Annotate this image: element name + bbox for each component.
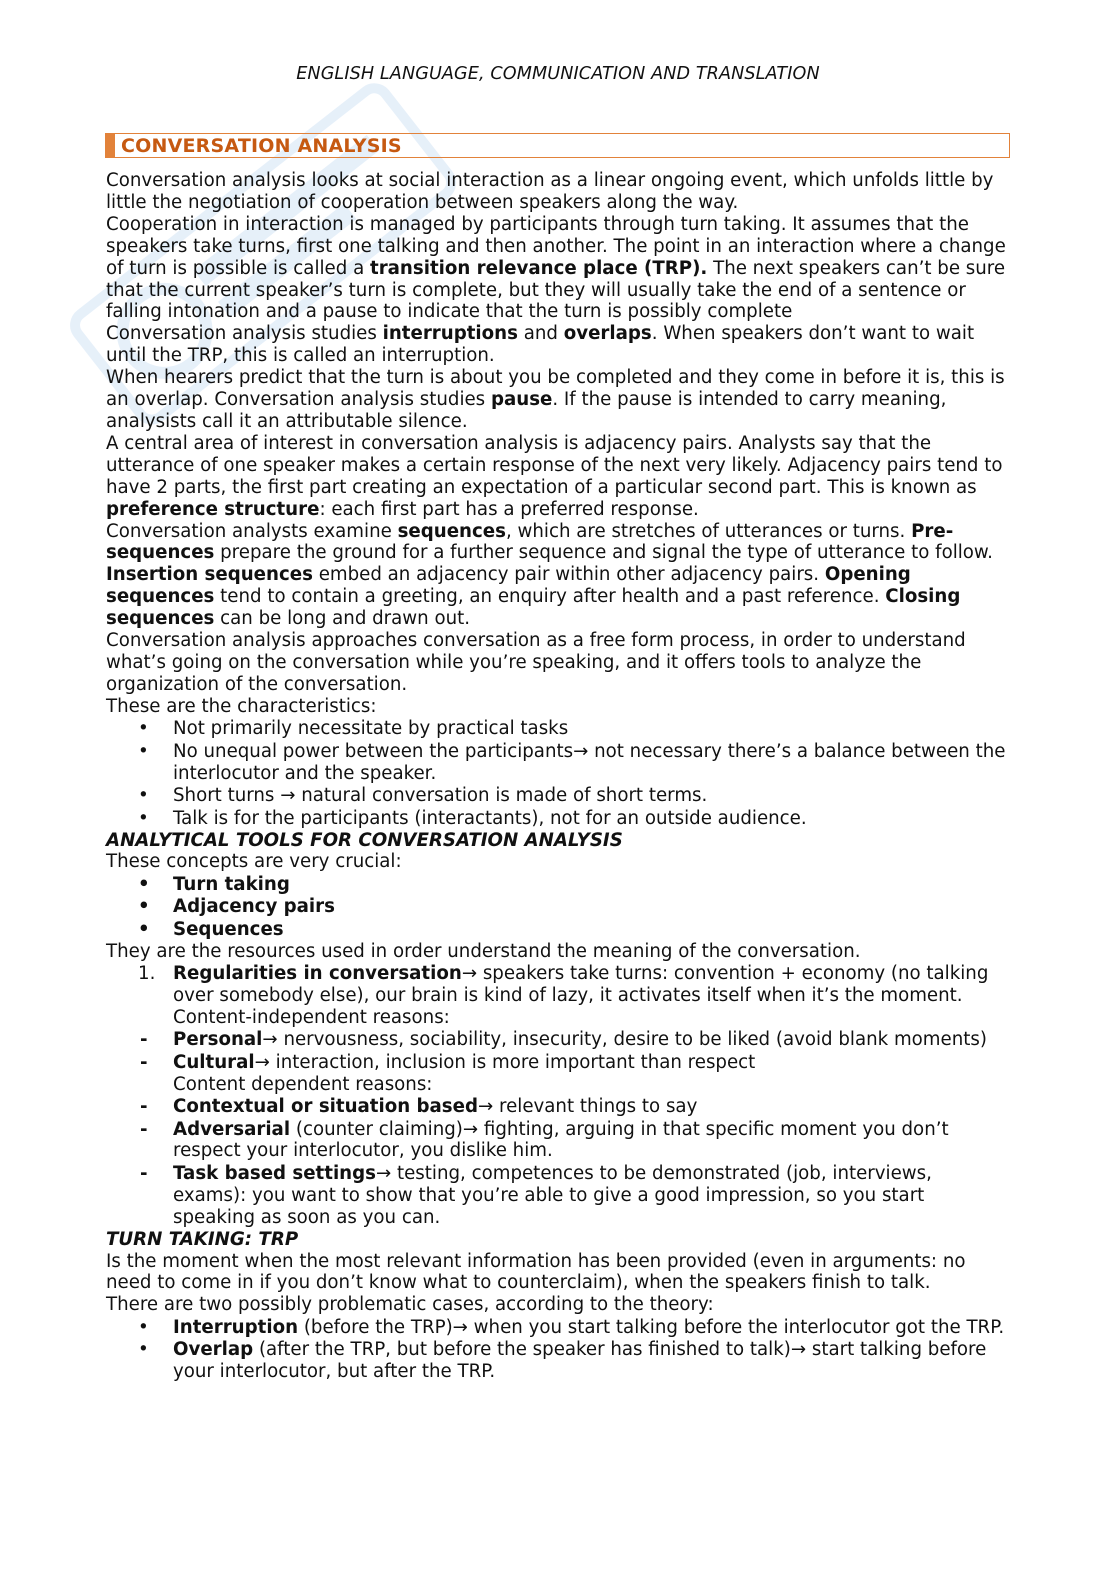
- paragraph: Is the moment when the most relevant information has been provided (even in arguments: no need to come in if you don’t know what to counterclaim), when the speakers finish to talk.: [106, 1250, 966, 1294]
- list-item: • Turn taking: [106, 874, 1006, 896]
- bold-term: Regularities in conversation: [173, 962, 462, 984]
- paragraph: Cooperation in interaction is managed by participants through turn taking. It assumes that the speakers take turns, first one talking and then another. The point in an interaction where a change of turn is possible is called a transition relevance place (TRP). The next speakers can’t be sure that the current speaker’s turn is complete, but they will usually take the end of a sentence or falling intonation and a pause to indicate that the turn is possibly complete: [106, 213, 1006, 323]
- list-item: • No unequal power between the participants→ not necessary there’s a balance between the interlocutor and the speaker.: [106, 741, 1006, 785]
- bold-term: Closing sequences: [106, 586, 961, 630]
- paragraph: Conversation analysis approaches conversation as a free form process, in order to understand what’s going on the conversation while you’re speaking, and it offers tools to analyze the organization of the conversation.: [106, 630, 966, 695]
- list-item: • Sequences: [106, 919, 1006, 941]
- list-item: - Task based settings→ testing, competences to be demonstrated (job, interviews, exams): you want to show that you’re able to give a good impression, so you start speaking as soon as you can.: [106, 1163, 1006, 1229]
- bold-term: Insertion sequences: [106, 564, 313, 586]
- paragraph: When hearers predict that the turn is about you be completed and they come in before it is, this is an overlap. Conversation analysis studies pause. If the pause is intended to carry meaning, analysists call it an attributable silence.: [106, 367, 1005, 432]
- dash-list-dependent: [106, 1096, 1006, 1229]
- paragraph: There are two possibly problematic cases, according to the theory:: [106, 1294, 714, 1316]
- bold-term: transition relevance place (TRP).: [370, 257, 708, 279]
- list-item: - Adversarial (counter claiming)→ fighting, arguing in that specific moment you don’t respect your interlocutor, you dislike him.: [106, 1119, 1006, 1163]
- paragraph: Content dependent reasons:: [173, 1073, 433, 1095]
- characteristics-list: [106, 718, 1006, 829]
- paragraph: Conversation analysis looks at social interaction as a linear ongoing event, which unfolds little by little the negotiation of cooperation between speakers along the way.: [106, 170, 994, 213]
- bold-term: Cultural: [173, 1051, 255, 1073]
- list-item: • Interruption (before the TRP)→ when you start talking before the interlocutor got the TRP.: [106, 1317, 1006, 1339]
- list-item: • Talk is for the participants (interactants), not for an outside audience.: [106, 808, 1006, 830]
- bold-term: sequences: [397, 520, 506, 542]
- paragraph: They are the resources used in order understand the meaning of the conversation.: [106, 940, 861, 962]
- list-item: • Not primarily necessitate by practical tasks: [106, 718, 1006, 740]
- list-item: - Cultural→ interaction, inclusion is more important than respect: [106, 1052, 1006, 1074]
- paragraph: A central area of interest in conversation analysis is adjacency pairs. Analysts say that the utterance of one speaker makes a certain response of the next very likely. Adjacency pairs tend to have 2 parts, the first part creating an expectation of a particular second part. This is known as preference structure: each first part has a preferred response.: [106, 432, 1003, 520]
- dash-list-independent: [106, 1029, 1006, 1073]
- bold-term: pause: [490, 389, 553, 411]
- cases-list: [106, 1317, 1006, 1383]
- list-item: • Short turns → natural conversation is made of short terms.: [106, 785, 1006, 807]
- bold-term: overlaps: [563, 323, 652, 345]
- bold-term: Contextual or situation based: [173, 1096, 478, 1117]
- bold-term: Adversarial: [173, 1118, 291, 1140]
- bold-term: interruptions: [382, 323, 518, 345]
- paragraph: Conversation analysis studies interruptions and overlaps. When speakers don’t want to wait until the TRP, this is called an interruption.: [106, 323, 975, 367]
- bold-term: Personal: [173, 1029, 263, 1051]
- paragraph: Conversation analysts examine sequences, which are stretches of utterances or turns. Pre-sequences prepare the ground for a further sequence and signal the type of utterance to follow. Insertion sequences embed an adjacency pair within other adjacency pairs. Opening sequences tend to contain a greeting, an enquiry after health and a past reference. Closing sequences can be long and drawn out.: [106, 520, 993, 630]
- subheading-analytical-tools: ANALYTICAL TOOLS FOR CONVERSATION ANALYSIS: [106, 829, 623, 851]
- numbered-list: [106, 963, 1006, 1007]
- list-item: - Contextual or situation based→ relevant things to say: [106, 1096, 1006, 1118]
- bold-term: Task based settings: [173, 1162, 376, 1184]
- bold-term: Overlap: [173, 1339, 254, 1361]
- list-item: • Overlap (after the TRP, but before the speaker has finished to talk)→ start talking before your interlocutor, but after the TRP.: [106, 1339, 1006, 1383]
- list-item: • Adjacency pairs: [106, 896, 1006, 918]
- list-item: - Personal→ nervousness, sociability, insecurity, desire to be liked (avoid blank moments): [106, 1029, 1006, 1051]
- paragraph: These are the characteristics:: [106, 695, 377, 717]
- paragraph: Content-independent reasons:: [173, 1006, 450, 1028]
- list-number: 1.: [138, 962, 156, 984]
- bold-term: Pre-sequences: [106, 520, 954, 564]
- concepts-list: [106, 874, 1006, 941]
- section-title: CONVERSATION ANALYSIS: [121, 134, 402, 157]
- bold-term: Opening sequences: [106, 564, 911, 608]
- bold-term: Interruption: [173, 1316, 299, 1338]
- subheading-turn-taking: TURN TAKING: TRP: [106, 1228, 299, 1250]
- running-header: ENGLISH LANGUAGE, COMMUNICATION AND TRANSLATION: [296, 64, 820, 84]
- paragraph: These concepts are very crucial:: [106, 851, 402, 873]
- list-item: 1. Regularities in conversation→ speakers take turns: convention + economy (no talking over somebody else), our brain is kind of lazy, it activates itself when it’s the moment.: [138, 962, 989, 1006]
- document-body: [106, 170, 1006, 1383]
- section-title-box: [105, 133, 1010, 158]
- bold-term: preference structure: [106, 498, 320, 520]
